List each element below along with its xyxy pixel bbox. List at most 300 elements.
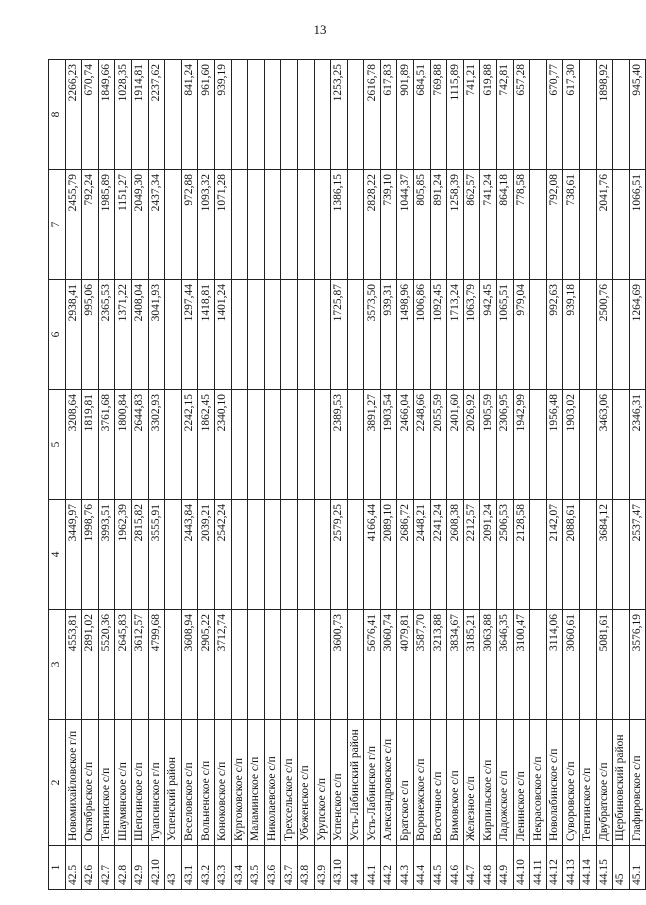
value-cell: 5676,41 — [364, 610, 381, 720]
value-cell: 2242,15 — [181, 390, 198, 500]
value-cell: 1044,37 — [397, 170, 414, 280]
value-cell — [314, 610, 331, 720]
settlement-name: Убеженское с/п — [297, 720, 314, 846]
value-cell — [347, 170, 364, 280]
value-cell: 4166,44 — [364, 500, 381, 610]
row-code: 43.6 — [264, 846, 281, 890]
value-cell: 2443,84 — [181, 500, 198, 610]
settlement-name: Тенгинское с/п — [98, 720, 115, 846]
value-cell: 2248,66 — [414, 390, 431, 500]
value-cell: 792,24 — [82, 170, 99, 280]
value-cell: 1028,35 — [115, 60, 132, 170]
row-code: 43 — [165, 846, 182, 890]
value-cell: 684,51 — [414, 60, 431, 170]
table-row — [331, 60, 348, 890]
table-row — [414, 60, 431, 890]
value-cell: 2340,10 — [214, 390, 231, 500]
settlement-name: Братское с/п — [397, 720, 414, 846]
value-cell — [281, 390, 298, 500]
value-cell: 1115,89 — [447, 60, 464, 170]
value-cell: 2537,47 — [629, 500, 646, 610]
table-row — [596, 60, 613, 890]
value-cell — [297, 500, 314, 610]
value-cell: 2212,57 — [463, 500, 480, 610]
settlement-name: Ленинское с/п — [513, 720, 530, 846]
value-cell: 1386,15 — [331, 170, 348, 280]
value-cell: 2455,79 — [65, 170, 82, 280]
settlement-name: Суворовское с/п — [563, 720, 580, 846]
table-row — [580, 60, 597, 890]
table-row — [380, 60, 397, 890]
value-cell: 2828,22 — [364, 170, 381, 280]
value-cell: 619,88 — [480, 60, 497, 170]
value-cell — [165, 60, 182, 170]
value-cell — [530, 170, 547, 280]
table-row — [264, 60, 281, 890]
value-cell — [580, 390, 597, 500]
table-row — [314, 60, 331, 890]
value-cell: 1725,87 — [331, 280, 348, 390]
settlement-name: Кирпильское с/п — [480, 720, 497, 846]
value-cell: 901,89 — [397, 60, 414, 170]
value-cell: 2608,38 — [447, 500, 464, 610]
value-cell: 2241,24 — [430, 500, 447, 610]
value-cell: 3608,94 — [181, 610, 198, 720]
value-cell: 1905,59 — [480, 390, 497, 500]
value-cell — [314, 500, 331, 610]
settlement-name: Новомихайловское г/п — [65, 720, 82, 846]
settlement-name: Николаевское с/п — [264, 720, 281, 846]
value-cell: 2905,22 — [198, 610, 215, 720]
value-cell: 1985,89 — [98, 170, 115, 280]
value-cell: 2039,21 — [198, 500, 215, 610]
row-code: 44.9 — [497, 846, 514, 890]
value-cell — [248, 610, 265, 720]
value-cell: 2891,02 — [82, 610, 99, 720]
table-row — [347, 60, 364, 890]
value-cell: 5520,36 — [98, 610, 115, 720]
value-cell: 1297,44 — [181, 280, 198, 390]
value-cell — [165, 610, 182, 720]
value-cell: 2466,04 — [397, 390, 414, 500]
value-cell: 2616,78 — [364, 60, 381, 170]
value-cell: 3712,74 — [214, 610, 231, 720]
value-cell: 778,58 — [513, 170, 530, 280]
value-cell — [281, 280, 298, 390]
row-code: 42.5 — [65, 846, 82, 890]
value-cell: 1819,81 — [82, 390, 99, 500]
value-cell — [580, 60, 597, 170]
value-cell: 5081,61 — [596, 610, 613, 720]
value-cell: 1006,86 — [414, 280, 431, 390]
table-row — [65, 60, 82, 890]
value-cell: 3041,93 — [148, 280, 165, 390]
value-cell: 1071,28 — [214, 170, 231, 280]
value-cell — [613, 500, 630, 610]
value-cell: 1066,51 — [629, 170, 646, 280]
value-cell: 2644,83 — [131, 390, 148, 500]
settlement-name: Успенский район — [165, 720, 182, 846]
value-cell: 1371,22 — [115, 280, 132, 390]
value-cell — [248, 500, 265, 610]
column-header: 2 — [49, 720, 66, 846]
value-cell — [580, 500, 597, 610]
value-cell: 2089,10 — [380, 500, 397, 610]
value-cell: 1942,99 — [513, 390, 530, 500]
value-cell — [347, 610, 364, 720]
value-cell: 1956,48 — [546, 390, 563, 500]
value-cell — [231, 390, 248, 500]
row-code: 43.8 — [297, 846, 314, 890]
settlement-name: Новолабинское с/п — [546, 720, 563, 846]
value-cell: 2049,30 — [131, 170, 148, 280]
row-code: 43.4 — [231, 846, 248, 890]
row-code: 43.10 — [331, 846, 348, 890]
value-cell: 2437,34 — [148, 170, 165, 280]
value-cell: 2579,25 — [331, 500, 348, 610]
value-cell — [314, 170, 331, 280]
table-row — [447, 60, 464, 890]
value-cell — [248, 280, 265, 390]
value-cell: 1264,69 — [629, 280, 646, 390]
table-row — [563, 60, 580, 890]
row-code: 42.7 — [98, 846, 115, 890]
value-cell: 617,83 — [380, 60, 397, 170]
row-code: 44.5 — [430, 846, 447, 890]
value-cell: 2128,58 — [513, 500, 530, 610]
table-row — [248, 60, 265, 890]
row-code: 43.2 — [198, 846, 215, 890]
value-cell: 3761,68 — [98, 390, 115, 500]
value-cell: 2142,07 — [546, 500, 563, 610]
value-cell: 3114,06 — [546, 610, 563, 720]
value-cell: 1862,45 — [198, 390, 215, 500]
row-code: 44.13 — [563, 846, 580, 890]
value-cell: 3834,67 — [447, 610, 464, 720]
value-cell: 1092,45 — [430, 280, 447, 390]
table-row — [430, 60, 447, 890]
settlement-name: Ладожское с/п — [497, 720, 514, 846]
value-cell — [613, 280, 630, 390]
value-cell — [281, 60, 298, 170]
value-cell: 617,30 — [563, 60, 580, 170]
value-cell: 741,21 — [463, 60, 480, 170]
value-cell: 1713,24 — [447, 280, 464, 390]
settlement-name: Воронежское с/п — [414, 720, 431, 846]
row-code: 42.6 — [82, 846, 99, 890]
table-row — [281, 60, 298, 890]
table-row — [613, 60, 630, 890]
value-cell — [314, 390, 331, 500]
row-code: 43.5 — [248, 846, 265, 890]
value-cell: 1065,51 — [497, 280, 514, 390]
column-header: 5 — [49, 390, 66, 500]
value-cell — [347, 500, 364, 610]
value-cell: 945,40 — [629, 60, 646, 170]
value-cell — [314, 60, 331, 170]
value-cell: 2365,53 — [98, 280, 115, 390]
value-cell: 2686,72 — [397, 500, 414, 610]
value-cell — [165, 280, 182, 390]
page-number: 13 — [313, 22, 327, 37]
settlement-name: Октябрьское с/п — [82, 720, 99, 846]
value-cell: 805,85 — [414, 170, 431, 280]
value-cell — [530, 390, 547, 500]
settlement-name: Шепсинское с/п — [131, 720, 148, 846]
value-cell: 2408,04 — [131, 280, 148, 390]
row-code: 42.9 — [131, 846, 148, 890]
value-cell — [530, 500, 547, 610]
column-header: 8 — [49, 60, 66, 170]
table-row — [115, 60, 132, 890]
value-cell: 2401,60 — [447, 390, 464, 500]
value-cell: 3646,35 — [497, 610, 514, 720]
value-cell: 3063,88 — [480, 610, 497, 720]
value-cell: 3612,57 — [131, 610, 148, 720]
settlement-name: Туапсинское г/п — [148, 720, 165, 846]
value-cell: 738,61 — [563, 170, 580, 280]
value-cell: 657,28 — [513, 60, 530, 170]
value-cell: 1418,81 — [198, 280, 215, 390]
value-cell: 3573,50 — [364, 280, 381, 390]
value-cell — [281, 610, 298, 720]
settlement-name: Вольненское с/п — [198, 720, 215, 846]
value-cell: 1063,79 — [463, 280, 480, 390]
column-header: 7 — [49, 170, 66, 280]
settlement-name: Тенгинское с/п — [580, 720, 597, 846]
value-cell — [165, 170, 182, 280]
value-cell — [165, 390, 182, 500]
row-code: 44 — [347, 846, 364, 890]
value-cell: 942,45 — [480, 280, 497, 390]
value-cell: 3208,64 — [65, 390, 82, 500]
value-cell — [314, 280, 331, 390]
value-cell: 2026,92 — [463, 390, 480, 500]
value-cell: 995,06 — [82, 280, 99, 390]
value-cell: 1903,02 — [563, 390, 580, 500]
table-row — [480, 60, 497, 890]
value-cell — [613, 390, 630, 500]
value-cell: 1849,66 — [98, 60, 115, 170]
value-cell: 1258,39 — [447, 170, 464, 280]
value-cell: 3684,12 — [596, 500, 613, 610]
row-code: 42.10 — [148, 846, 165, 890]
table-row — [463, 60, 480, 890]
rotated-table-frame — [48, 60, 644, 890]
value-cell — [347, 280, 364, 390]
value-cell — [264, 280, 281, 390]
settlement-name: Некрасовское с/п — [530, 720, 547, 846]
settlement-name: Восточное с/п — [430, 720, 447, 846]
table-row — [181, 60, 198, 890]
value-cell — [281, 500, 298, 610]
settlement-name: Александровское с/п — [380, 720, 397, 846]
row-code: 44.12 — [546, 846, 563, 890]
table-row — [629, 60, 646, 890]
value-cell — [297, 170, 314, 280]
row-code: 44.1 — [364, 846, 381, 890]
table-row — [513, 60, 530, 890]
value-cell: 1898,92 — [596, 60, 613, 170]
value-cell: 3463,06 — [596, 390, 613, 500]
value-cell: 939,31 — [380, 280, 397, 390]
value-cell: 864,18 — [497, 170, 514, 280]
row-code: 43.3 — [214, 846, 231, 890]
table-row — [546, 60, 563, 890]
row-code: 45.1 — [629, 846, 646, 890]
row-code: 43.7 — [281, 846, 298, 890]
value-cell: 670,74 — [82, 60, 99, 170]
row-code: 44.15 — [596, 846, 613, 890]
value-cell — [248, 60, 265, 170]
settlement-name: Двубратское с/п — [596, 720, 613, 846]
table-row — [364, 60, 381, 890]
value-cell: 3302,93 — [148, 390, 165, 500]
value-cell: 4553,81 — [65, 610, 82, 720]
value-cell: 2506,53 — [497, 500, 514, 610]
value-cell: 2055,59 — [430, 390, 447, 500]
settlement-name: Усть-Лабинское г/п — [364, 720, 381, 846]
settlement-name: Урупское с/п — [314, 720, 331, 846]
data-table — [48, 59, 646, 890]
value-cell — [580, 170, 597, 280]
settlement-name: Трехсельское с/п — [281, 720, 298, 846]
value-cell: 4079,81 — [397, 610, 414, 720]
value-cell: 769,88 — [430, 60, 447, 170]
value-cell — [264, 60, 281, 170]
table-row — [530, 60, 547, 890]
value-cell: 2091,24 — [480, 500, 497, 610]
value-cell: 1401,24 — [214, 280, 231, 390]
value-cell — [231, 610, 248, 720]
column-header: 3 — [49, 610, 66, 720]
row-code: 45 — [613, 846, 630, 890]
value-cell — [248, 170, 265, 280]
value-cell — [347, 60, 364, 170]
value-cell: 3100,47 — [513, 610, 530, 720]
value-cell — [297, 610, 314, 720]
value-cell: 3587,70 — [414, 610, 431, 720]
row-code: 43.1 — [181, 846, 198, 890]
value-cell: 891,24 — [430, 170, 447, 280]
value-cell: 3060,74 — [380, 610, 397, 720]
settlement-name: Веселовское с/п — [181, 720, 198, 846]
column-header: 1 — [49, 846, 66, 890]
settlement-name: Успенское с/п — [331, 720, 348, 846]
value-cell: 2815,82 — [131, 500, 148, 610]
value-cell: 3449,97 — [65, 500, 82, 610]
value-cell: 2346,31 — [629, 390, 646, 500]
value-cell: 2088,61 — [563, 500, 580, 610]
value-cell: 3993,51 — [98, 500, 115, 610]
row-code: 42.8 — [115, 846, 132, 890]
value-cell: 3185,21 — [463, 610, 480, 720]
value-cell — [264, 610, 281, 720]
value-cell: 1800,84 — [115, 390, 132, 500]
value-cell: 742,81 — [497, 60, 514, 170]
value-cell — [530, 60, 547, 170]
settlement-name: Усть-Лабинский район — [347, 720, 364, 846]
value-cell — [231, 280, 248, 390]
value-cell — [165, 500, 182, 610]
row-code: 44.3 — [397, 846, 414, 890]
value-cell: 3213,88 — [430, 610, 447, 720]
table-row — [198, 60, 215, 890]
value-cell: 2448,21 — [414, 500, 431, 610]
value-cell — [231, 500, 248, 610]
value-cell — [613, 60, 630, 170]
value-cell — [264, 170, 281, 280]
value-cell — [530, 280, 547, 390]
row-code: 44.11 — [530, 846, 547, 890]
value-cell: 2041,76 — [596, 170, 613, 280]
table-row — [214, 60, 231, 890]
value-cell — [347, 390, 364, 500]
value-cell: 3576,19 — [629, 610, 646, 720]
row-code: 44.6 — [447, 846, 464, 890]
table-row — [231, 60, 248, 890]
value-cell — [231, 170, 248, 280]
table-row — [98, 60, 115, 890]
value-cell — [297, 390, 314, 500]
value-cell: 670,77 — [546, 60, 563, 170]
value-cell: 3600,73 — [331, 610, 348, 720]
value-cell — [530, 610, 547, 720]
value-cell: 792,08 — [546, 170, 563, 280]
table-row — [82, 60, 99, 890]
value-cell: 3891,27 — [364, 390, 381, 500]
settlement-name: Глафировское с/п — [629, 720, 646, 846]
settlement-name: Маламинское с/п — [248, 720, 265, 846]
table-row — [165, 60, 182, 890]
row-code: 44.7 — [463, 846, 480, 890]
value-cell: 841,24 — [181, 60, 198, 170]
settlement-name: Щербиновский район — [613, 720, 630, 846]
value-cell: 3060,61 — [563, 610, 580, 720]
value-cell: 2500,76 — [596, 280, 613, 390]
value-cell: 939,18 — [563, 280, 580, 390]
value-cell: 992,63 — [546, 280, 563, 390]
value-cell: 862,57 — [463, 170, 480, 280]
value-cell: 972,88 — [181, 170, 198, 280]
row-code: 44.2 — [380, 846, 397, 890]
value-cell: 1093,32 — [198, 170, 215, 280]
value-cell: 739,10 — [380, 170, 397, 280]
value-cell: 4799,68 — [148, 610, 165, 720]
value-cell — [231, 60, 248, 170]
value-cell: 2645,83 — [115, 610, 132, 720]
value-cell: 939,19 — [214, 60, 231, 170]
table-row — [497, 60, 514, 890]
value-cell: 1903,54 — [380, 390, 397, 500]
column-header: 4 — [49, 500, 66, 610]
table-row — [131, 60, 148, 890]
value-cell: 1151,27 — [115, 170, 132, 280]
table-row — [397, 60, 414, 890]
settlement-name: Коноковское с/п — [214, 720, 231, 846]
table-row — [148, 60, 165, 890]
row-code: 44.10 — [513, 846, 530, 890]
value-cell: 2306,95 — [497, 390, 514, 500]
value-cell: 979,04 — [513, 280, 530, 390]
value-cell: 1498,96 — [397, 280, 414, 390]
value-cell — [613, 170, 630, 280]
value-cell: 2389,53 — [331, 390, 348, 500]
column-header: 6 — [49, 280, 66, 390]
row-code: 43.9 — [314, 846, 331, 890]
value-cell: 1998,76 — [82, 500, 99, 610]
value-cell — [613, 610, 630, 720]
